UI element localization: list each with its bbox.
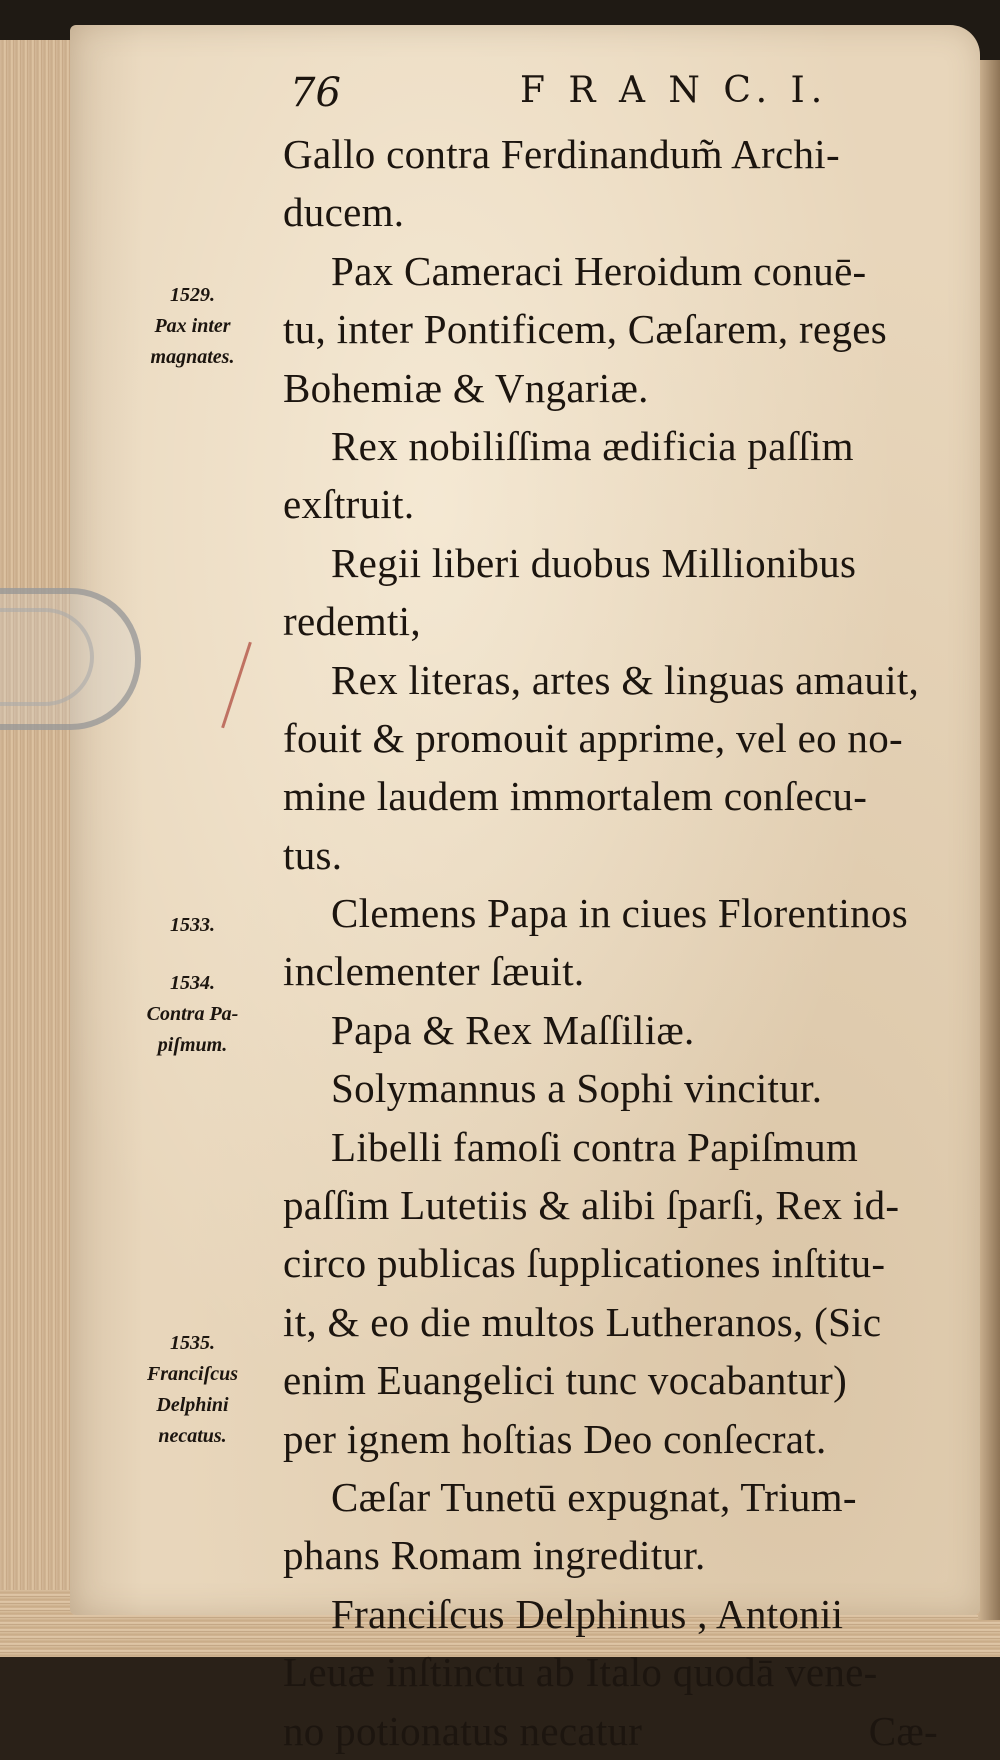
text-line: Regii liberi duobus Millionibus [331, 539, 857, 586]
text-line: no potionatus necatur Cæ- [283, 1702, 963, 1760]
running-head: F R A N C. I. [520, 70, 829, 111]
page-edges-right [978, 60, 1000, 1620]
text-line: phans Romam ingreditur. [283, 1532, 706, 1579]
margin-note-line: Pax inter [154, 315, 231, 337]
text-line: exſtruit. [283, 481, 415, 528]
text-line: Franciſcus Delphinus , Antonii [331, 1590, 844, 1637]
text-line: enim Euangelici tunc vocabantur) [283, 1357, 848, 1404]
text-line: Clemens Papa in ciues Florentinos [331, 890, 908, 937]
text-line: Rex literas, artes & linguas amauit, [331, 656, 920, 703]
text-line: Libelli famoſi contra Papiſmum [331, 1123, 859, 1170]
margin-note-line: 1535. [170, 1332, 215, 1354]
margin-note-line: Delphini [156, 1394, 229, 1416]
body-text [283, 125, 963, 1760]
margin-note-line: 1529. [170, 284, 215, 306]
text-line: Papa & Rex Maſſiliæ. [331, 1006, 695, 1053]
text-line: per ignem hoſtias Deo conſecrat. [283, 1415, 827, 1462]
margin-note-line: Franciſcus [146, 1363, 239, 1385]
margin-note-line: Contra Pa- [146, 1003, 239, 1025]
text-line: tu, inter Pontificem, Cæſarem, reges [283, 306, 888, 353]
text-line: Solymannus a Sophi vincitur. [331, 1065, 823, 1112]
text-line: Pax Cameraci Heroidum conuē- [331, 247, 867, 294]
margin-note-1534 [110, 968, 275, 1061]
text-line: tus. [283, 831, 343, 878]
margin-note-1535 [110, 1328, 275, 1452]
catchword: Cæ- [868, 1707, 938, 1754]
text-line: Rex nobiliſſima ædificia paſſim [331, 422, 854, 469]
text-line: inclementer ſæuit. [283, 948, 585, 995]
text-line: ducem. [283, 189, 405, 236]
text-line: paſſim Lutetiis & alibi ſparſi, Rex id- [283, 1182, 900, 1229]
margin-note-line: piſmum. [157, 1034, 228, 1056]
margin-note-line: 1533. [170, 914, 215, 936]
margin-note-line: magnates. [150, 346, 235, 368]
text-line: fouit & promouit apprime, vel eo no- [283, 714, 903, 761]
margin-note-line: 1534. [170, 972, 215, 994]
text-line: circo publicas ſupplicationes inſtitu- [283, 1240, 886, 1287]
text-line: Gallo contra Ferdinandum̃ Archi- [283, 131, 840, 177]
paper-clip-inner [0, 608, 94, 706]
text-line: Leuæ inſtinctu ab Italo quodā vene- [283, 1649, 878, 1696]
text-line: redemti, [283, 598, 421, 645]
margin-note-1533 [110, 910, 275, 941]
margin-note-line: necatus. [158, 1425, 227, 1447]
margin-note-1529 [110, 280, 275, 373]
text-line: mine laudem immortalem conſecu- [283, 773, 868, 820]
text-line: it, & eo die multos Lutheranos, (Sic [283, 1298, 882, 1345]
text-line: Cæſar Tunetū expugnat, Trium- [331, 1473, 857, 1520]
page-number: 76 [290, 70, 341, 116]
text-line: Bohemiæ & Vngariæ. [283, 364, 649, 411]
